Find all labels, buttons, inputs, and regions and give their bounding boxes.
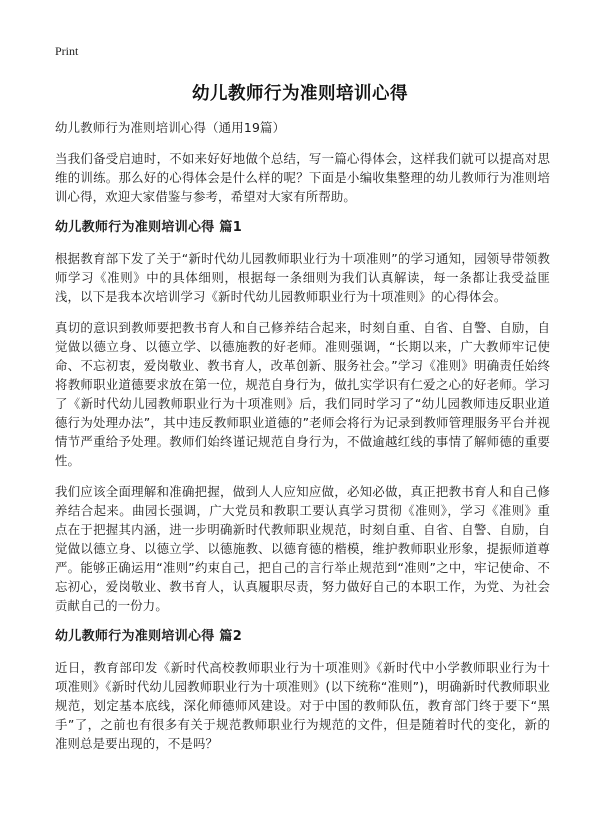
page-title: 幼儿教师行为准则培训心得 [192, 84, 408, 104]
section-paragraph: 我们应该全面理解和准确把握，做到人人应知应做，必知必做，真正把教书育人和自己修养结合起来。曲园长强调，广大党员和教职工要认真学习贯彻《准则》，学习《准则》重点在于把握其内涵，进一步明确新时代教师职业规范，时刻自重、自省、自警、自励，自觉做以德立身、以德立学、以德施教、以德育德的楷模，维护教师职业形象，提振师道尊严。能够正确运用“准则”约束自己，把自己的言行举止规范到“准则”之中，牢记使命、不忘初心，爱岗敬业、教书育人，认真履职尽责，努力做好自己的本职工作，为党、为社会贡献自己的一份力。 [55, 484, 550, 613]
print-link[interactable]: Print [55, 44, 79, 58]
section-paragraph: 真切的意识到教师要把教书育人和自己修养结合起来，时刻自重、自省、自警、自励，自觉做以德立身、以德立学、以德施教的好老师。准则强调，“长期以来，广大教师牢记使命、不忘初衷，爱岗敬业、教书育人，改革创新、服务社会。”学习《准则》明确责任始终将教师职业道德要求放在第一位，规范自身行为，做扎实学识有仁爱之心的好老师。学习了《新时代幼儿园教师职业行为十项准则》后，我们同时学习了“幼儿园教师违反职业道德行为处理办法”，其中违反教师职业道德的”老师会将行为记录到教师管理服务平台并视情节严重给予处理。教师们始终谨记规范自身行为，不做逾越红线的事情了解师德的重要性。 [55, 320, 550, 468]
intro-paragraph: 当我们备受启迪时，不如来好好地做个总结，写一篇心得体会，这样我们就可以提高对思维的训练。那么好的心得体会是什么样的呢？下面是小编收集整理的幼儿教师行为准则培训心得，欢迎大家借鉴与参考，希望对大家有所帮助。 [55, 151, 550, 204]
section-heading: 幼儿教师行为准则培训心得 篇1 [55, 220, 243, 235]
section-heading: 幼儿教师行为准则培训心得 篇2 [55, 629, 243, 644]
article-subtitle: 幼儿教师行为准则培训心得（通用19篇） [55, 120, 286, 135]
article-body [55, 118, 550, 765]
section-paragraph: 根据教育部下发了关于“新时代幼儿园教师职业行为十项准则”的学习通知，园领导带领教师学习《准则》中的具体细则，根据每一条细则为我们认真解读，每一条都让我受益匪浅，以下是我本次培训学习《新时代幼儿园教师职业行为十项准则》的心得体会。 [55, 251, 550, 304]
section-paragraph: 近日，教育部印发《新时代高校教师职业行为十项准则》《新时代中小学教师职业行为十项准则》《新时代幼儿园教师职业行为十项准则》(以下统称“准则”)，明确新时代教师职业规范，划定基本底线，深化师德师风建设。对于中国的教师队伍，教育部门终于要下“黑手”了，之前也有很多有关于规范教师职业行为规范的文件，但是随着时代的变化，新的准则总是要出现的，不是吗？ [55, 660, 550, 751]
